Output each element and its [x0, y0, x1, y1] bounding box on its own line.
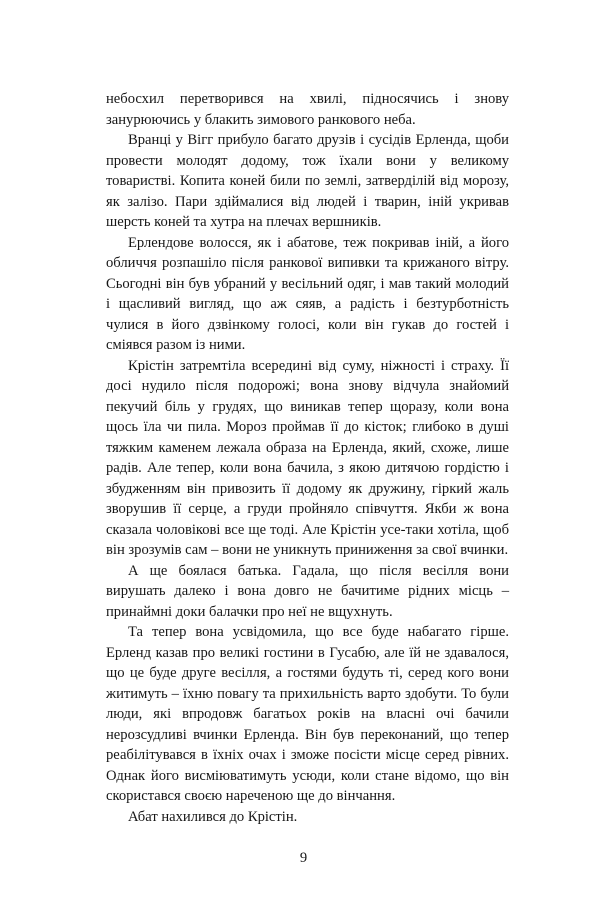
- paragraph: Та тепер вона усвідомила, що все буде набагато гірше. Ерленд казав про великі гостини в Гусабю, але їй не здавалося, що це буде друге весілля, а гостями будуть ті, серед кого вони житимуть – їхню повагу та прихильність варто здобути. То були люди, які впродовж багатьох років на власні очі бачили нерозсудливі вчинки Ерленда. Він був переконаний, що тепер реабілітувався в їхніх очах і зможе посісти місце серед рівних. Однак його висміюватимуть усюди, коли стане відомо, що він скористався своєю нареченою ще до вінчання.: [106, 624, 509, 804]
- paragraph: Вранці у Вігг прибуло багато друзів і сусідів Ерленда, щоби провести молодят додому, тож їхали вони у великому товаристві. Копита коней били по землі, затверділій від морозу, як залізо. Пари здіймалися від людей і тварин, іній укривав шерсть коней та хутра на плечах вершників.: [106, 132, 509, 230]
- page-number: 9: [299, 850, 308, 866]
- paragraph: Ерлендове волосся, як і абатове, теж покривав іній, а його обличчя розпашіло після ранкової випивки та крижаного вітру. Сьогодні він був убраний у весільний одяг, і мав такий молодий і щасливий вигляд, що аж сяяв, а радість і безтурботність чулися в його дзвінкому голосі, коли він гукав до гостей і сміявся разом із ними.: [106, 234, 509, 353]
- paragraph: Абат нахилився до Крістін.: [128, 808, 298, 825]
- paragraph: Крістін затремтіла всередині від суму, ніжності і страху. Її досі нудило після подорожі; вона знову відчула знайомий пекучий біль у грудях, що виникав тепер щоразу, коли вона щось їла чи пила. Мороз проймав її до кісток; глибоко в душі тяжким каменем лежала образа на Ерленда, який, схоже, лише радів. Але тепер, коли вона бачила, з якою дитячою гордістю і збудженням він привозить її додому як дружину, гіркий жаль зворушив її серце, а груди пройняло співчуття. Якби ж вона сказала чоловікові все ще тоді. Але Крістін усе-таки хотіла, щоб він зрозумів сам – вони не уникнуть приниження за свої вчинки.: [106, 357, 509, 558]
- paragraph: А ще боялася батька. Гадала, що після весілля вони вирушать далеко і вона довго не бачитиме рідних місць – принаймні доки балачки про неї не вщухнуть.: [106, 562, 509, 620]
- page-body: [106, 89, 509, 827]
- paragraph: небосхил перетворився на хвилі, підносячись і знову занурюючись у блакить зимового ранкового неба.: [106, 91, 509, 128]
